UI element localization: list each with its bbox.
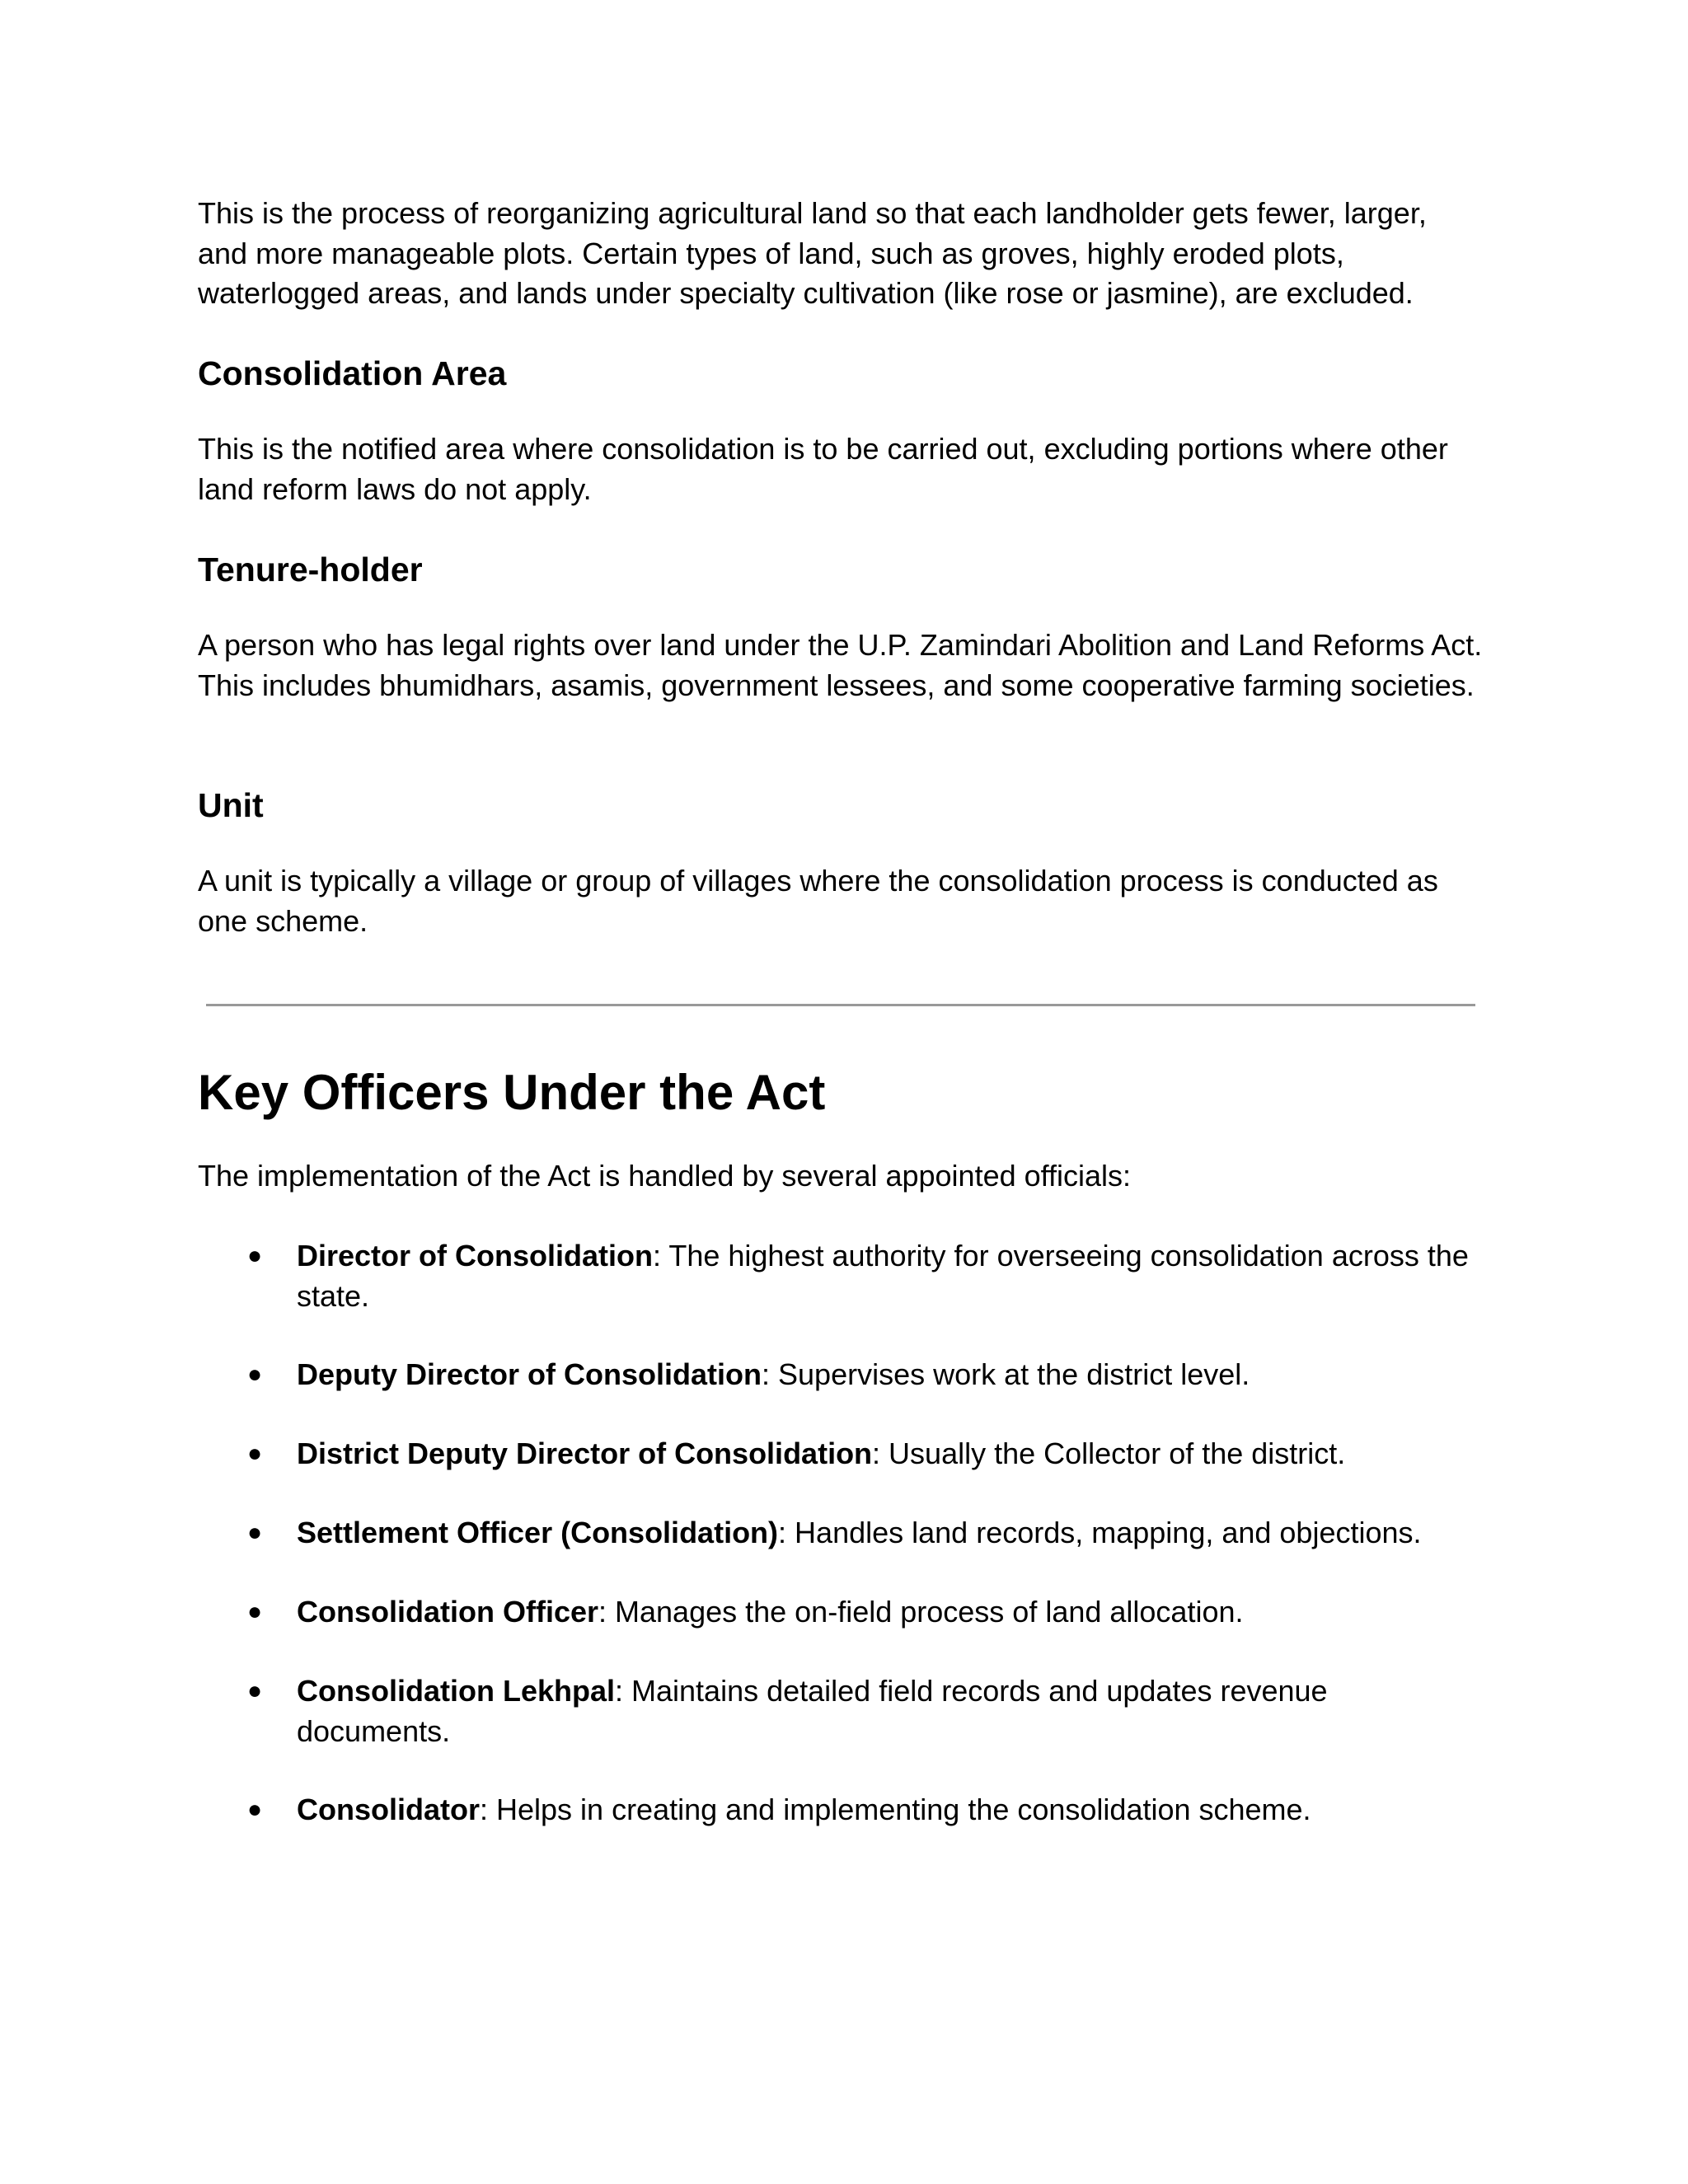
section-heading-tenure-holder: Tenure-holder bbox=[198, 551, 423, 588]
list-item-text bbox=[297, 1236, 1484, 1316]
list-item-text bbox=[297, 1434, 1484, 1474]
officer-description: : Helps in creating and implementing the consolidation scheme. bbox=[480, 1793, 1311, 1826]
bullet-icon: ● bbox=[247, 1677, 263, 1704]
bullet-icon: ● bbox=[247, 1440, 263, 1467]
bullet-icon: ● bbox=[247, 1242, 263, 1269]
list-item-text bbox=[297, 1513, 1484, 1554]
officer-description: : Supervises work at the district level. bbox=[762, 1357, 1250, 1391]
bullet-icon: ● bbox=[247, 1361, 263, 1388]
officer-term: Consolidation Lekhpal bbox=[297, 1674, 616, 1708]
officer-term: Consolidation Officer bbox=[297, 1595, 599, 1629]
officers-section-intro: The implementation of the Act is handled by several appointed officials: bbox=[198, 1159, 1132, 1193]
horizontal-divider bbox=[206, 1004, 1475, 1006]
section-heading-unit: Unit bbox=[198, 786, 264, 824]
officers-section-title: Key Officers Under the Act bbox=[198, 1065, 826, 1120]
officer-description: : Maintains detailed field records and updates revenue documents. bbox=[297, 1674, 1328, 1748]
section-body-tenure-holder: A person who has legal rights over land under the U.P. Zamindari Abolition and Land Reforms Act. This includes bhumidhars, asamis, government lessees, and some cooperative farming societies. bbox=[198, 628, 1483, 702]
list-item-text bbox=[297, 1790, 1484, 1830]
section-body-consolidation-area: This is the notified area where consolidation is to be carried out, excluding portions where other land reform laws do not apply. bbox=[198, 432, 1448, 506]
officer-term: District Deputy Director of Consolidation bbox=[297, 1436, 873, 1470]
officer-term: Deputy Director of Consolidation bbox=[297, 1357, 762, 1391]
officer-description: : Usually the Collector of the district. bbox=[872, 1436, 1346, 1470]
bullet-icon: ● bbox=[247, 1519, 263, 1546]
bullet-icon: ● bbox=[247, 1598, 263, 1625]
officer-term: Director of Consolidation bbox=[297, 1239, 653, 1272]
intro-paragraph: This is the process of reorganizing agricultural land so that each landholder gets fewer, larger, and more manageable plots. Certain types of land, such as groves, highly eroded plots, waterlogged areas, and lands under specialty cultivation (like rose or jasmine), are excluded. bbox=[198, 196, 1427, 310]
list-item-text bbox=[297, 1355, 1484, 1395]
officer-description: : The highest authority for overseeing consolidation across the state. bbox=[297, 1239, 1469, 1313]
list-item-text bbox=[297, 1592, 1484, 1633]
list-item-text bbox=[297, 1671, 1484, 1751]
officer-description: : Handles land records, mapping, and objections. bbox=[778, 1516, 1422, 1549]
section-heading-consolidation-area: Consolidation Area bbox=[198, 354, 507, 392]
officer-term: Settlement Officer (Consolidation) bbox=[297, 1516, 779, 1549]
officer-term: Consolidator bbox=[297, 1793, 480, 1826]
bullet-icon: ● bbox=[247, 1796, 263, 1823]
officer-description: : Manages the on-field process of land allocation. bbox=[598, 1595, 1244, 1629]
section-body-unit: A unit is typically a village or group of villages where the consolidation process is conducted as one scheme. bbox=[198, 864, 1438, 938]
